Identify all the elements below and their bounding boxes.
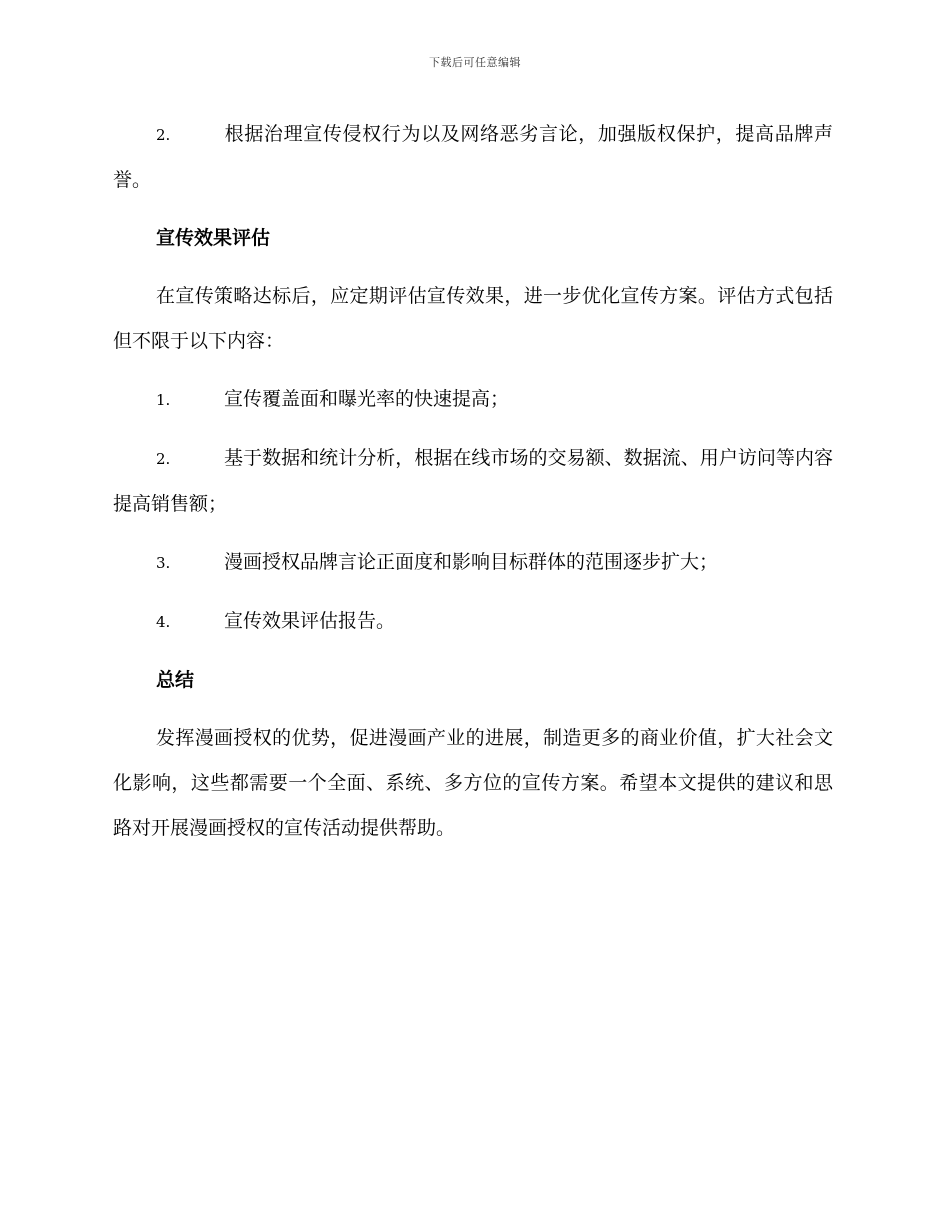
document-body	[113, 112, 833, 864]
section-heading-summary: 总结	[156, 669, 195, 691]
list-text: 根据治理宣传侵权行为以及网络恶劣言论，加强版权保护，提高品牌声誉。	[113, 123, 833, 191]
list-number: 2.	[156, 450, 171, 468]
list-item	[113, 377, 833, 423]
list-item	[113, 540, 833, 586]
list-text: 宣传效果评估报告。	[224, 610, 396, 632]
list-text: 漫画授权品牌言论正面度和影响目标群体的范围逐步扩大；	[224, 551, 719, 573]
list-item	[113, 436, 833, 527]
section-heading-evaluation: 宣传效果评估	[156, 227, 271, 249]
list-number: 2.	[156, 126, 171, 144]
list-number: 3.	[156, 554, 171, 572]
list-number: 4.	[156, 613, 171, 631]
summary-paragraph: 发挥漫画授权的优势，促进漫画产业的进展，制造更多的商业价值，扩大社会文化影响，这些都需要一个全面、系统、多方位的宣传方案。希望本文提供的建议和思路对开展漫画授权的宣传活动提供帮助。	[113, 727, 833, 839]
header-note: 下载后可任意编辑	[429, 56, 521, 69]
list-number: 1.	[156, 391, 171, 409]
list-item	[113, 599, 833, 645]
list-text: 宣传覆盖面和曝光率的快速提高；	[224, 388, 510, 410]
evaluation-intro: 在宣传策略达标后，应定期评估宣传效果，进一步优化宣传方案。评估方式包括但不限于以下内容：	[113, 285, 833, 352]
list-item	[113, 112, 833, 203]
list-text: 基于数据和统计分析，根据在线市场的交易额、数据流、用户访问等内容提高销售额；	[113, 447, 833, 515]
